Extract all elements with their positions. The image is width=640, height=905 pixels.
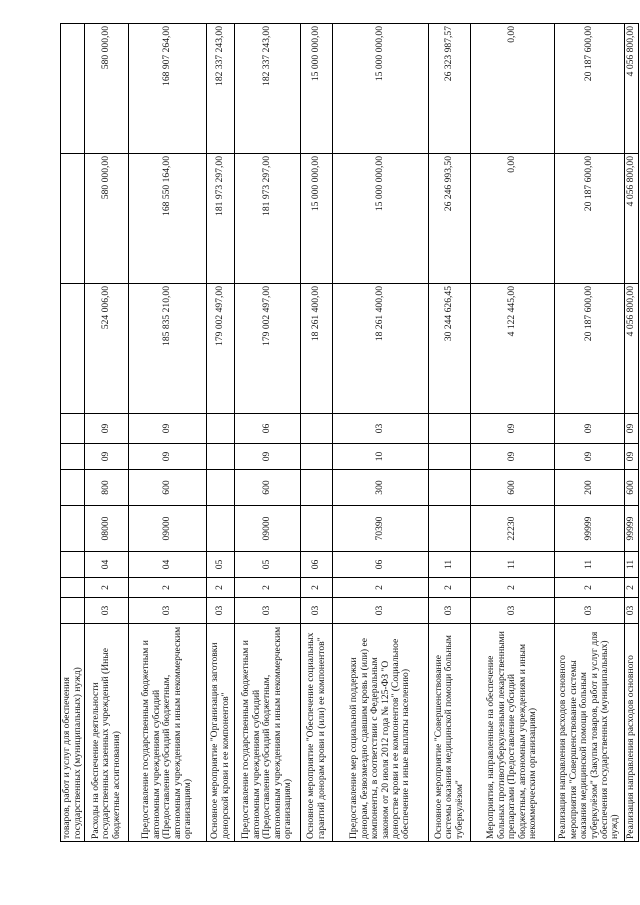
- cell-gr: 03: [207, 598, 235, 624]
- cell-name: Мероприятия, направленные на обеспечение больных противотуберкулезными лекарственными препаратами (Предоставление субсидий бюджетным, автономным учреждениям и иным некоммерческим организациям): [471, 624, 555, 842]
- cell-sum1: 185 835 210,00: [129, 284, 207, 414]
- cell-gr: 03: [301, 598, 333, 624]
- cell-gr: 03: [333, 598, 429, 624]
- cell-sum2: 0,00: [471, 154, 555, 284]
- cell-sum2: 580 000,00: [85, 154, 129, 284]
- cell-sum1: [61, 284, 85, 414]
- cell-sum1: 179 002 497,00: [235, 284, 301, 414]
- cell-sub: 2: [207, 578, 235, 598]
- cell-pr2: [301, 414, 333, 444]
- table-row: [235, 24, 301, 842]
- cell-sum1: 179 002 497,00: [207, 284, 235, 414]
- cell-sum1: 4 056 800,00: [625, 284, 639, 414]
- cell-sum1: 18 261 400,00: [333, 284, 429, 414]
- cell-gr: 03: [235, 598, 301, 624]
- cell-sum3: 20 187 600,00: [555, 24, 625, 154]
- cell-sub: 2: [129, 578, 207, 598]
- cell-prog: 05: [235, 552, 301, 578]
- cell-pr: 09: [555, 444, 625, 470]
- cell-vr: [207, 506, 235, 552]
- table-row: [61, 24, 85, 842]
- rotated-page: [60, 24, 637, 842]
- cell-prog: 04: [85, 552, 129, 578]
- cell-gr: 03: [129, 598, 207, 624]
- cell-pr: [301, 444, 333, 470]
- cell-sub: 2: [625, 578, 639, 598]
- cell-pr: 09: [85, 444, 129, 470]
- cell-rz: 200: [555, 470, 625, 506]
- cell-sum2: [61, 154, 85, 284]
- table-row: [471, 24, 555, 842]
- cell-sum2: 181 973 297,00: [235, 154, 301, 284]
- cell-vr: 08000: [85, 506, 129, 552]
- cell-vr: 22230: [471, 506, 555, 552]
- cell-sum2: 168 550 164,00: [129, 154, 207, 284]
- cell-name: товаров, работ и услуг для обеспечения государственных (муниципальных) нужд): [61, 624, 85, 842]
- budget-table: [60, 23, 639, 842]
- cell-vr: [61, 506, 85, 552]
- cell-pr2: [207, 414, 235, 444]
- cell-pr2: [429, 414, 471, 444]
- cell-pr: [61, 444, 85, 470]
- cell-pr: [429, 444, 471, 470]
- table-body: [61, 24, 639, 842]
- cell-sub: 2: [333, 578, 429, 598]
- cell-vr: 09000: [129, 506, 207, 552]
- cell-sum3: 182 337 243,00: [235, 24, 301, 154]
- cell-rz: 800: [85, 470, 129, 506]
- cell-pr: 10: [333, 444, 429, 470]
- cell-name: Предоставление государственным бюджетным и автономным учреждениям субсидий (Предоставление субсидий бюджетным, автономным учреждениям и иным некоммерческим организациям): [129, 624, 207, 842]
- cell-pr: 09: [129, 444, 207, 470]
- cell-pr: 09: [235, 444, 301, 470]
- cell-prog: [61, 552, 85, 578]
- table-row: [625, 24, 639, 842]
- cell-name: Предоставление государственным бюджетным и автономным учреждениям субсидий (Предоставление субсидий бюджетным, автономным учреждениям и иным некоммерческим организациям): [235, 624, 301, 842]
- cell-pr: 09: [625, 444, 639, 470]
- cell-name: Основное мероприятие "Обеспечение социальных гарантий донорам крови и (или) ее компонентов": [301, 624, 333, 842]
- cell-vr: 99999: [555, 506, 625, 552]
- cell-prog: 11: [471, 552, 555, 578]
- cell-rz: [429, 470, 471, 506]
- cell-gr: [61, 598, 85, 624]
- cell-sum3: 182 337 243,00: [207, 24, 235, 154]
- cell-sum2: 26 246 993,50: [429, 154, 471, 284]
- table-row: [301, 24, 333, 842]
- cell-sub: [61, 578, 85, 598]
- cell-prog: 11: [625, 552, 639, 578]
- cell-sum2: 4 056 800,00: [625, 154, 639, 284]
- cell-name: Предоставление мер социальной поддержки донорам, безвозмездно сдавшим кровь и (или) ее компоненты, в соответствии с Федеральным законом от 20 июля 2012 года № 125-ФЗ "О донорстве крови и ее компонентов" (Социальное обеспечение и иные выплаты населению): [333, 624, 429, 842]
- cell-sum3: [61, 24, 85, 154]
- cell-sub: 2: [235, 578, 301, 598]
- cell-rz: 600: [235, 470, 301, 506]
- cell-name: Расходы на обеспечение деятельности государственных казенных учреждений (Иные бюджетные ассигнования): [85, 624, 129, 842]
- cell-vr: 09000: [235, 506, 301, 552]
- table-row: [129, 24, 207, 842]
- cell-sum1: 20 187 600,00: [555, 284, 625, 414]
- table-row: [429, 24, 471, 842]
- cell-gr: 03: [555, 598, 625, 624]
- cell-vr: [429, 506, 471, 552]
- cell-prog: 04: [129, 552, 207, 578]
- cell-rz: 600: [625, 470, 639, 506]
- table-row: [207, 24, 235, 842]
- cell-prog: 05: [207, 552, 235, 578]
- cell-sub: 2: [301, 578, 333, 598]
- cell-sum3: 0,00: [471, 24, 555, 154]
- cell-sum2: 15 000 000,00: [301, 154, 333, 284]
- cell-pr2: 09: [625, 414, 639, 444]
- table-row: [85, 24, 129, 842]
- cell-rz: 600: [471, 470, 555, 506]
- cell-sum1: 524 006,00: [85, 284, 129, 414]
- cell-pr: 09: [471, 444, 555, 470]
- cell-sum3: 580 000,00: [85, 24, 129, 154]
- cell-sum3: 4 056 800,00: [625, 24, 639, 154]
- cell-gr: 03: [85, 598, 129, 624]
- cell-vr: [301, 506, 333, 552]
- cell-pr2: 09: [129, 414, 207, 444]
- cell-prog: 11: [429, 552, 471, 578]
- cell-prog: 11: [555, 552, 625, 578]
- cell-gr: 03: [471, 598, 555, 624]
- cell-prog: 06: [301, 552, 333, 578]
- cell-prog: 06: [333, 552, 429, 578]
- cell-sum3: 168 907 264,00: [129, 24, 207, 154]
- cell-name: Реализация направления расходов основного мероприятия "Совершенствование системы оказания медицинской помощи больным туберкулёзом" (Закупка товаров, работ и услуг для обеспечения государственных (муниципальных) нужд): [555, 624, 625, 842]
- cell-rz: [207, 470, 235, 506]
- cell-sub: 2: [471, 578, 555, 598]
- cell-sub: 2: [85, 578, 129, 598]
- cell-sum2: 20 187 600,00: [555, 154, 625, 284]
- cell-sub: 2: [555, 578, 625, 598]
- cell-rz: [301, 470, 333, 506]
- rotated-content: [60, 24, 637, 842]
- cell-sum3: 15 000 000,00: [333, 24, 429, 154]
- cell-sum3: 26 323 987,57: [429, 24, 471, 154]
- cell-sub: 2: [429, 578, 471, 598]
- cell-pr2: 06: [235, 414, 301, 444]
- cell-name: Основное мероприятие "Совершенствование системы оказания медицинской помощи больным туберкулёзом": [429, 624, 471, 842]
- cell-sum1: 30 244 626,45: [429, 284, 471, 414]
- cell-sum2: 181 973 297,00: [207, 154, 235, 284]
- cell-gr: 03: [625, 598, 639, 624]
- cell-pr2: [61, 414, 85, 444]
- table-row: [333, 24, 429, 842]
- cell-pr2: 09: [471, 414, 555, 444]
- cell-sum1: 4 122 445,00: [471, 284, 555, 414]
- cell-name: Основное мероприятие "Организация заготовки донорской крови и ее компонентов": [207, 624, 235, 842]
- cell-rz: 300: [333, 470, 429, 506]
- cell-pr: [207, 444, 235, 470]
- cell-sum1: 18 261 400,00: [301, 284, 333, 414]
- cell-pr2: 09: [555, 414, 625, 444]
- cell-pr2: 03: [333, 414, 429, 444]
- cell-name: Реализация направления расходов основного: [625, 624, 639, 842]
- table-row: [555, 24, 625, 842]
- cell-rz: 600: [129, 470, 207, 506]
- cell-vr: 99999: [625, 506, 639, 552]
- cell-sum3: 15 000 000,00: [301, 24, 333, 154]
- cell-gr: 03: [429, 598, 471, 624]
- cell-sum2: 15 000 000,00: [333, 154, 429, 284]
- cell-vr: 70390: [333, 506, 429, 552]
- cell-pr2: 09: [85, 414, 129, 444]
- cell-rz: [61, 470, 85, 506]
